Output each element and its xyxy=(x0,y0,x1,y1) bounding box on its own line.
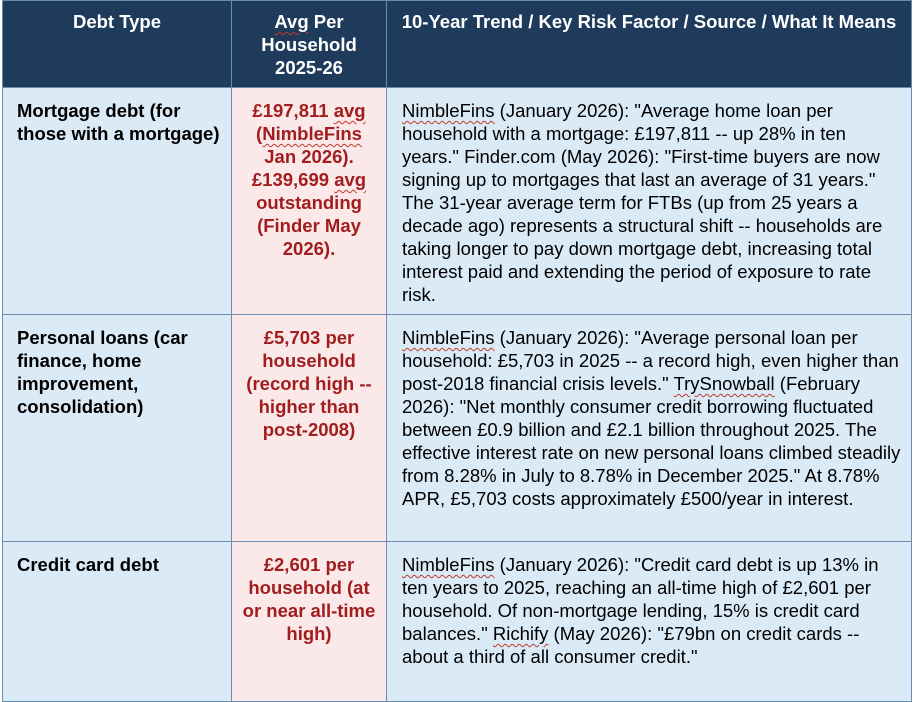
avg-text: outstanding (Finder May 2026). xyxy=(256,192,362,259)
debt-type-cell: Credit card debt xyxy=(3,542,232,702)
trend-cell xyxy=(387,542,912,702)
source-name: NimbleFins xyxy=(402,327,495,348)
header-avg-rest: Per Household 2025-26 xyxy=(261,11,357,78)
avg-cell: £5,703 per household (record high -- higher than post-2008) xyxy=(232,315,387,542)
table-row xyxy=(3,88,912,315)
trend-text: (January 2026): "Credit card debt is up 13% in ten years to 2025, reaching an all-time high of £2,601 per household. Of non-mortgage lending, 15% is credit card balances." xyxy=(402,554,879,644)
avg-text: Jan 2026). £139,699 xyxy=(251,146,354,190)
header-avg-per-household xyxy=(232,1,387,88)
header-debt-type: Debt Type xyxy=(3,1,232,88)
source-name: TrySnowball xyxy=(673,373,775,394)
avg-text: £197,811 xyxy=(252,100,334,121)
spell-marked-word: avg xyxy=(334,169,367,190)
avg-cell xyxy=(232,88,387,315)
table-row xyxy=(3,315,912,542)
spell-marked-word: avg xyxy=(333,100,366,121)
trend-cell xyxy=(387,88,912,315)
table-row xyxy=(3,542,912,702)
debt-table xyxy=(2,0,912,702)
trend-text: (January 2026): "Average home loan per household with a mortgage: £197,811 -- up 28% in ten years." Finder.com (May 2026): "First-time buyers are now signing up to mortgages that last an average of 31 years." The 31-year average term for FTBs (up from 25 years a decade ago) represents a structural shift -- households are taking longer to pay down mortgage debt, increasing total interest paid and extending the period of exposure to rate risk. xyxy=(402,100,883,305)
trend-text: (May 2026): "£79bn on credit cards -- about a third of all consumer credit." xyxy=(402,623,860,667)
source-name: NimbleFins xyxy=(402,554,495,575)
debt-type-cell: Mortgage debt (for those with a mortgage) xyxy=(3,88,232,315)
spell-marked-word: Avg xyxy=(274,11,309,32)
source-name: Richify xyxy=(492,623,549,644)
spell-marked-word: NimbleFins xyxy=(262,123,362,144)
trend-text: (February 2026): "Net monthly consumer credit borrowing fluctuated between £0.9 billion and £2.1 billion throughout 2025. The effective interest rate on new personal loans climbed steadily from 8.28% in July to 8.78% in December 2025." At 8.78% APR, £5,703 costs approximately £500/year in interest. xyxy=(402,373,901,509)
header-trend: 10-Year Trend / Key Risk Factor / Source / What It Means xyxy=(387,1,912,88)
source-name: NimbleFins xyxy=(402,100,495,121)
trend-text: (January 2026): "Average personal loan per household: £5,703 in 2025 -- a record high, even higher than post-2018 financial crisis levels." xyxy=(402,327,899,394)
header-row xyxy=(3,1,912,88)
avg-cell: £2,601 per household (at or near all-time high) xyxy=(232,542,387,702)
trend-cell xyxy=(387,315,912,542)
avg-text: ( xyxy=(256,123,263,144)
debt-type-cell: Personal loans (car finance, home improvement, consolidation) xyxy=(3,315,232,542)
